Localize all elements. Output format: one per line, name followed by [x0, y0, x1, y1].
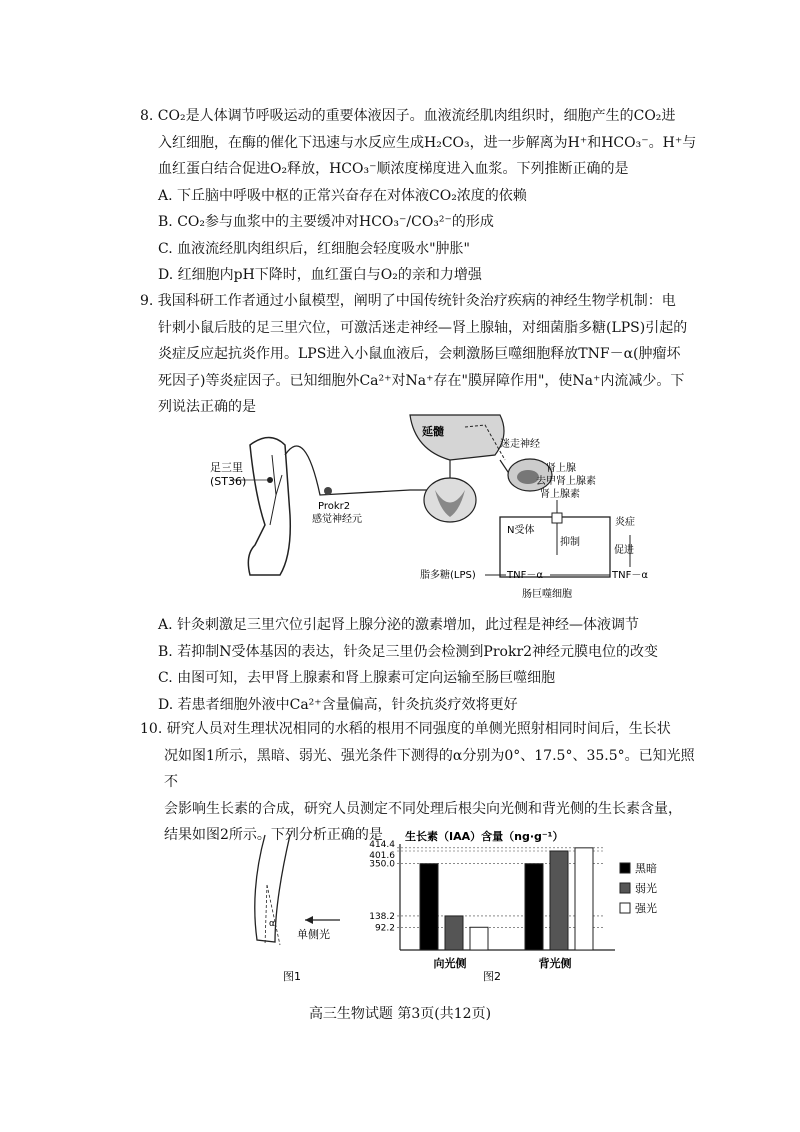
bar-0-1 [445, 916, 463, 950]
macrophage-label: 肠巨噬细胞 [522, 589, 572, 600]
acupoint-label: 足三里 [210, 461, 243, 474]
q10-line: 结果如图2所示。下列分析正确的是 [164, 827, 383, 843]
question-9-options [140, 612, 700, 718]
lps-label: 脂多糖(LPS) [420, 570, 476, 581]
q8-line: 入红细胞，在酶的催化下迅速与水反应生成H₂CO₃，进一步解离为H⁺和HCO₃⁻。H⁺与 [158, 134, 697, 151]
acupoint-dot [267, 477, 273, 483]
question-9 [140, 288, 700, 421]
y-tick-label: 414.4 [369, 839, 395, 850]
question-10 [140, 716, 700, 849]
q9-option-a: A. 针灸刺激足三里穴位引起肾上腺分泌的激素增加，此过程是神经—体液调节 [158, 617, 640, 633]
tnf-outside-label: TNF－α [612, 570, 648, 581]
alpha-label: α [269, 919, 275, 929]
legend-swatch [620, 863, 630, 873]
bar-0-2 [470, 927, 488, 950]
inflammation-label: 炎症 [615, 517, 635, 528]
q10-line: 会影响生长素的合成，研究人员测定不同处理后根尖向光侧和背光侧的生长素含量， [164, 800, 682, 817]
q10-line: 10. 研究人员对生理状况相同的水稻的根用不同强度的单侧光照射相同时间后，生长状 [140, 721, 671, 737]
acupoint-code: (ST36) [210, 475, 247, 488]
x-tick-label: 背光侧 [538, 957, 572, 970]
page-footer: 高三生物试题 第3页(共12页) [308, 1006, 492, 1022]
legend-label: 强光 [635, 902, 657, 915]
neuron-type-label: 感觉神经元 [312, 514, 362, 525]
legend-swatch [620, 903, 630, 913]
q8-line: 8. CO₂是人体调节呼吸运动的重要体液因子。血液流经肌肉组织时，细胞产生的CO₂进 [140, 108, 676, 124]
bar-0-0 [420, 864, 438, 950]
promote-label: 促进 [614, 545, 634, 556]
hormone2-label: 肾上腺素 [540, 489, 580, 500]
y-tick-label: 401.6 [369, 851, 395, 862]
legend-swatch [620, 883, 630, 893]
neuron-body [324, 487, 332, 495]
q8-option-a: A. 下丘脑中呼吸中枢的正常兴奋存在对体液CO₂浓度的依赖 [158, 187, 527, 204]
q9-line: 针刺小鼠后肢的足三里穴位，可激活迷走神经—肾上腺轴，对细菌脂多糖(LPS)引起的 [158, 319, 688, 336]
q8-option-d: D. 红细胞内pH下降时，血红蛋白与O₂的亲和力增强 [158, 267, 482, 283]
y-tick-label: 350.0 [369, 859, 395, 870]
bar-1-0 [525, 864, 543, 950]
x-tick-label: 向光侧 [433, 957, 467, 970]
fig1-caption: 图1 [283, 970, 301, 983]
iaa-bar-chart [369, 830, 657, 970]
neuron-label: Prokr2 [318, 501, 351, 512]
y-tick-label: 92.2 [374, 923, 395, 934]
q9-line: 9. 我国科研工作者通过小鼠模型，阐明了中国传统针灸治疗疾病的神经生物学机制：电 [140, 293, 676, 309]
q8-option-c: C. 血液流经肌肉组织后，红细胞会轻度吸水"肿胀" [158, 240, 470, 257]
n-receptor [552, 513, 562, 523]
vagus-label: 迷走神经 [500, 439, 540, 450]
y-tick-label: 138.2 [369, 911, 395, 922]
adrenal-label: 肾上腺 [546, 463, 576, 474]
light-label: 单侧光 [297, 928, 330, 941]
sensory-nerve [285, 446, 432, 495]
q9-line: 列说法正确的是 [158, 399, 256, 415]
q9-line: 炎症反应起抗炎作用。LPS进入小鼠血液后，会刺激肠巨噬细胞释放TNF－α(肿瘤坏 [158, 346, 681, 362]
q9-option-c: C. 由图可知，去甲肾上腺素和肾上腺素可定向运输至肠巨噬细胞 [158, 670, 556, 686]
hormone1-label: 去甲肾上腺素 [536, 476, 596, 487]
question-8 [140, 103, 700, 289]
q10-line: 况如图1所示，黑暗、弱光、强光条件下测得的α分别为0°、17.5°、35.5°。已知光照不 [164, 747, 695, 790]
inhibit-label: 抑制 [560, 537, 580, 548]
q8-line: 血红蛋白结合促进O₂释放，HCO₃⁻顺浓度梯度进入血浆。下列推断正确的是 [158, 161, 629, 177]
receptor-label: N受体 [507, 525, 535, 536]
q9-line: 死因子)等炎症因子。已知细胞外Ca²⁺对Na⁺存在"膜屏障作用"，使Na⁺内流减少。下 [158, 372, 685, 389]
leg-nerve [270, 455, 282, 525]
bar-1-2 [575, 848, 593, 950]
mouse-leg-outline [248, 438, 290, 576]
tnf-inside-label: TNF－α [507, 570, 543, 581]
legend-label: 黑暗 [635, 862, 657, 875]
chart-title: 生长素（IAA）含量（ng·g⁻¹） [405, 830, 564, 843]
q10-figures [235, 830, 675, 990]
legend-label: 弱光 [635, 882, 657, 895]
q9-option-d: D. 若患者细胞外液中Ca²⁺含量偏高，针灸抗炎疗效将更好 [158, 696, 518, 713]
q8-option-b: B. CO₂参与血浆中的主要缓冲对HCO₃⁻/CO₃²⁻的形成 [158, 214, 494, 230]
fig2-caption: 图2 [483, 970, 501, 983]
bar-1-1 [550, 851, 568, 950]
q9-diagram [210, 405, 670, 605]
medulla-label: 延髓 [422, 425, 444, 438]
q9-option-b: B. 若抑制N受体基因的表达，针灸足三里仍会检测到Prokr2神经元膜电位的改变 [158, 643, 659, 660]
